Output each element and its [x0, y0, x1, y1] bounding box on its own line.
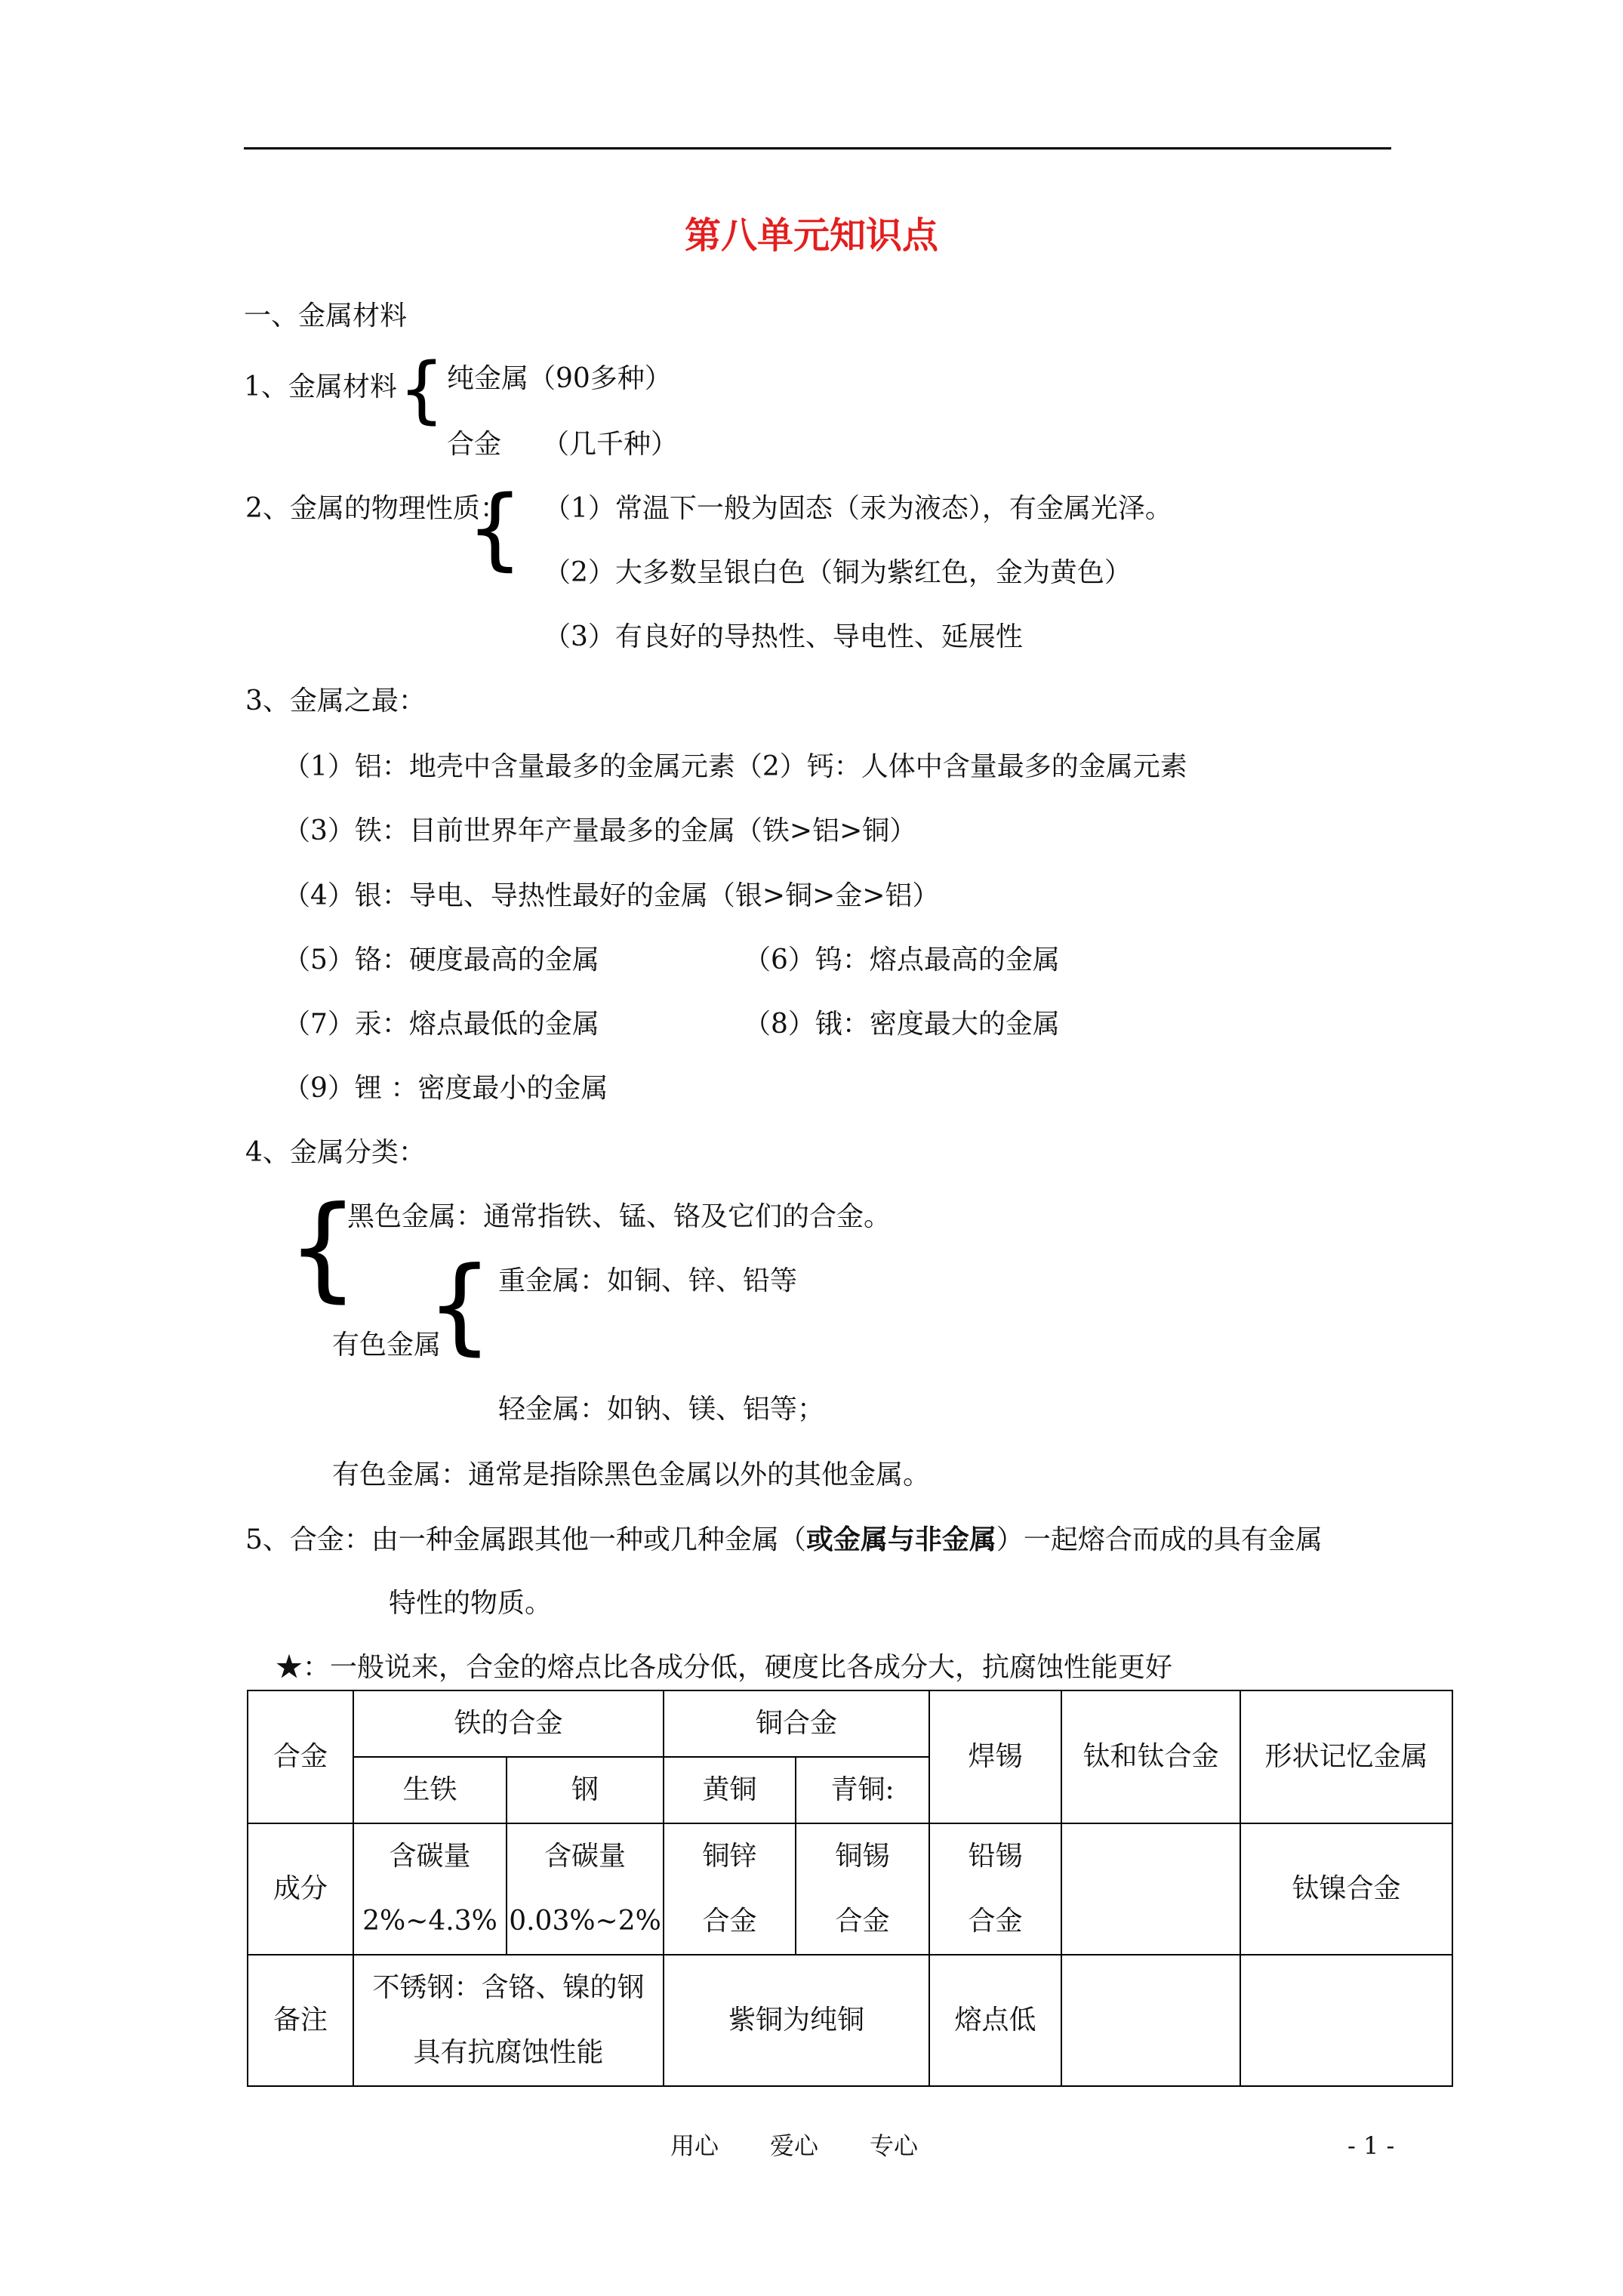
row-label-composition: 成分 [248, 1823, 353, 1955]
bronze-comp-line2: 合金 [835, 1906, 890, 1937]
item3-pair2-right: （8）锇：密度最大的金属 [744, 1009, 1060, 1040]
item4-outer-brace: { [287, 1182, 359, 1314]
item4-black-metal: 黑色金属：通常指铁、锰、铬及它们的合金。 [347, 1201, 892, 1232]
th-bronze: 青铜: [796, 1757, 929, 1823]
item2-line-3: （3）有良好的导热性、导电性、延展性 [544, 621, 1023, 652]
cell-titanium-remarks [1061, 1955, 1240, 2086]
item3-line-1: （1）铝：地壳中含量最多的金属元素（2）钙：人体中含量最多的金属元素 [283, 751, 1187, 782]
pig-comp-line2: 2%~4.3% [362, 1906, 497, 1937]
cell-iron-remarks [353, 1955, 664, 2086]
cell-bronze-composition [796, 1823, 929, 1955]
cell-solder-remarks: 熔点低 [929, 1955, 1061, 2086]
iron-note-line1: 不锈钢：含铬、镍的钢 [372, 1972, 645, 2003]
item5-bold: 或金属与非金属 [805, 1524, 996, 1555]
cell-steel-composition [507, 1823, 664, 1955]
item3-line-last: （9）锂 ：密度最小的金属 [283, 1073, 608, 1104]
footer-word-2: 爱心 [770, 2131, 819, 2160]
steel-comp-line1: 含碳量 [544, 1841, 627, 1872]
th-steel: 钢 [507, 1757, 664, 1823]
item1-brace: { [399, 347, 445, 432]
solder-comp-line1: 铅锡 [968, 1841, 1023, 1872]
th-copper-alloy: 铜合金 [664, 1690, 929, 1757]
bronze-comp-line1: 铜锡 [835, 1841, 890, 1872]
row-label-remarks: 备注 [248, 1955, 353, 2086]
footer-word-3: 专心 [870, 2131, 919, 2160]
footer-word-1: 用心 [670, 2131, 719, 2160]
header-rule [244, 147, 1391, 149]
th-alloy: 合金 [248, 1690, 353, 1823]
item5-prefix: 5、合金：由一种金属跟其他一种或几种金属（ [245, 1524, 806, 1555]
item3-line-3: （4）银：导电、导热性最好的金属（银>铜>金>铝） [283, 880, 940, 911]
cell-pig-iron-composition [353, 1823, 507, 1955]
cell-shape-memory-composition: 钛镍合金 [1240, 1823, 1452, 1955]
item2-label: 2、金属的物理性质： [245, 493, 507, 524]
th-iron-alloy: 铁的合金 [353, 1690, 664, 1757]
th-pig-iron: 生铁 [353, 1757, 507, 1823]
item4-colored-label: 有色金属 [332, 1330, 442, 1361]
th-brass: 黄铜 [664, 1757, 796, 1823]
item3-label: 3、金属之最： [245, 686, 426, 717]
item5-suffix: ）一起熔合而成的具有金属 [996, 1524, 1323, 1555]
th-solder: 焊锡 [929, 1690, 1061, 1823]
alloy-table [247, 1690, 1453, 2087]
steel-comp-line2: 0.03%~2% [509, 1906, 661, 1937]
item4-colored-note: 有色金属：通常是指除黑色金属以外的其他金属。 [332, 1459, 931, 1490]
item5-line2: 特性的物质。 [389, 1588, 553, 1619]
cell-titanium-composition [1061, 1823, 1240, 1955]
cell-brass-composition [664, 1823, 796, 1955]
item2-line-2: （2）大多数呈银白色（铜为紫红色，金为黄色） [544, 557, 1132, 588]
page-title: 第八单元知识点 [684, 214, 938, 257]
th-shape-memory: 形状记忆金属 [1240, 1690, 1452, 1823]
brass-comp-line2: 合金 [702, 1906, 757, 1937]
cell-copper-remarks: 紫铜为纯铜 [664, 1955, 929, 2086]
solder-comp-line2: 合金 [968, 1906, 1023, 1937]
item3-pair1-left: （5）铬：硬度最高的金属 [283, 945, 599, 975]
item5-star-note: ★：一般说来，合金的熔点比各成分低，硬度比各成分大，抗腐蚀性能更好 [276, 1652, 1173, 1683]
item4-light-metal: 轻金属：如钠、镁、铝等； [498, 1394, 825, 1425]
item3-pair2-left: （7）汞：熔点最低的金属 [283, 1009, 599, 1040]
item3-pair1-right: （6）钨：熔点最高的金属 [744, 945, 1060, 975]
item1-line-alloy: 合金 （几千种） [447, 429, 679, 460]
th-titanium: 钛和钛合金 [1061, 1690, 1240, 1823]
page-number: - 1 - [1347, 2131, 1395, 2160]
cell-shape-memory-remarks [1240, 1955, 1452, 2086]
iron-note-line2: 具有抗腐蚀性能 [413, 2037, 604, 2068]
item5-definition [245, 1523, 1323, 1557]
brass-comp-line1: 铜锌 [702, 1841, 757, 1872]
item1-label: 1、金属材料 [244, 371, 397, 402]
item4-heavy-metal: 重金属：如铜、锌、铅等 [498, 1265, 798, 1296]
cell-solder-composition [929, 1823, 1061, 1955]
item2-line-1: （1）常温下一般为固态（汞为液态），有金属光泽。 [544, 493, 1172, 524]
section-heading-metal-materials: 一、金属材料 [244, 300, 408, 331]
item4-label: 4、金属分类： [245, 1137, 426, 1168]
pig-comp-line1: 含碳量 [389, 1841, 471, 1872]
item1-line-pure-metal: 纯金属（90多种） [447, 363, 672, 394]
item4-inner-brace: { [427, 1244, 493, 1366]
item2-brace: { [467, 476, 524, 580]
item3-line-2: （3）铁：目前世界年产量最多的金属（铁>铝>铜） [283, 815, 917, 846]
